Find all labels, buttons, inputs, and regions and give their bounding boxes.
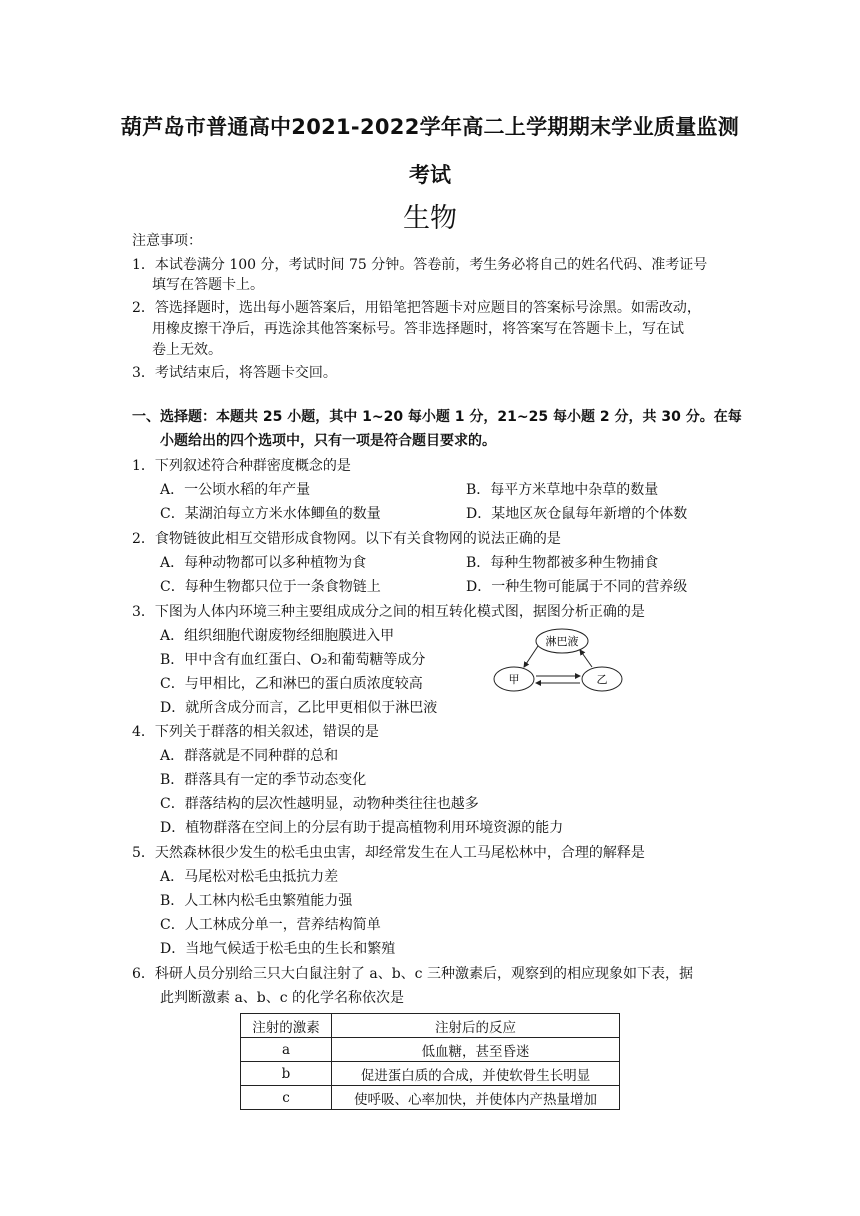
yi-label: 乙 [596,673,608,686]
q3-option-c: C．与甲相比，乙和淋巴的蛋白质浓度较高 [160,676,423,692]
q1-option-d: D．某地区灰仓鼠每年新增的个体数 [466,506,688,522]
table-cell: a [241,1038,332,1062]
q2-option-b: B．每种生物都被多种生物捕食 [466,555,659,571]
section-heading-cont: 小题给出的四个选项中，只有一项是符合题目要求的。 [160,433,496,449]
table-row [241,1086,620,1110]
jia-label: 甲 [508,673,520,686]
q4-option-d: D．植物群落在空间上的分层有助于提高植物利用环境资源的能力 [160,820,564,836]
table-row [241,1038,620,1062]
table-cell: 使呼吸、心率加快，并使体内产热量增加 [332,1086,620,1110]
q5-option-b: B．人工林内松毛虫繁殖能力强 [160,893,353,909]
q2-option-a: A．每种动物都可以多种植物为食 [160,555,367,571]
q4-option-a: A．群落就是不同种群的总和 [160,748,339,764]
question-5-stem: 5．天然森林很少发生的松毛虫虫害，却经常发生在人工马尾松林中，合理的解释是 [132,845,645,861]
note-2-cont2: 卷上无效。 [152,342,222,358]
q5-option-a: A．马尾松对松毛虫抵抗力差 [160,869,339,885]
q1-option-a: A．一公顷水稻的年产量 [160,482,311,498]
hormone-table [240,1013,620,1110]
lymph-label: 淋巴液 [545,635,579,648]
section-heading: 一、选择题：本题共 25 小题，其中 1~20 每小题 1 分，21~25 每小题 2 分，共 30 分。在每 [132,409,742,425]
question-3-stem: 3．下图为人体内环境三种主要组成成分之间的相互转化模式图，据图分析正确的是 [132,604,645,620]
arrow-yi-to-lymph [580,650,592,667]
exam-title: 葫芦岛市普通高中2021-2022学年高二上学期期末学业质量监测 [120,115,740,139]
q5-option-d: D．当地气候适于松毛虫的生长和繁殖 [160,941,396,957]
body-fluid-diagram [492,624,632,696]
table-header: 注射后的反应 [332,1014,620,1038]
q3-option-b: B．甲中含有血红蛋白、O₂和葡萄糖等成分 [160,652,426,668]
notes-heading: 注意事项： [132,233,202,249]
q4-option-c: C．群落结构的层次性越明显，动物种类往往也越多 [160,796,479,812]
table-cell: 促进蛋白质的合成，并使软骨生长明显 [332,1062,620,1086]
q2-option-c: C．每种生物都只位于一条食物链上 [160,579,381,595]
q1-option-c: C．某湖泊每立方米水体鲫鱼的数量 [160,506,381,522]
note-3: 3．考试结束后，将答题卡交回。 [132,365,337,381]
exam-title-continued: 考试 [409,163,451,187]
table-cell: c [241,1086,332,1110]
note-2: 2．答选择题时，选出每小题答案后，用铅笔把答题卡对应题目的答案标号涂黑。如需改动， [132,300,701,316]
q2-option-d: D．一种生物可能属于不同的营养级 [466,579,688,595]
q1-option-b: B．每平方米草地中杂草的数量 [466,482,659,498]
table-cell: b [241,1062,332,1086]
question-6-stem: 6．科研人员分别给三只大白鼠注射了 a、b、c 三种激素后，观察到的相应现象如下表，据 [132,966,693,982]
note-1-cont: 填写在答题卡上。 [152,277,264,293]
table-header: 注射的激素 [241,1014,332,1038]
note-1: 1．本试卷满分 100 分，考试时间 75 分钟。答卷前，考生务必将自己的姓名代码、准考证号 [132,257,708,273]
table-cell: 低血糖，甚至昏迷 [332,1038,620,1062]
table-header-row [241,1014,620,1038]
question-6-stem-cont: 此判断激素 a、b、c 的化学名称依次是 [160,990,405,1006]
arrow-lymph-to-jia [524,646,538,667]
q3-option-d: D．就所含成分而言，乙比甲更相似于淋巴液 [160,700,438,716]
note-2-cont: 用橡皮擦干净后，再选涂其他答案标号。答非选择题时，将答案写在答题卡上，写在试 [152,321,684,337]
q4-option-b: B．群落具有一定的季节动态变化 [160,772,367,788]
question-1-stem: 1．下列叙述符合种群密度概念的是 [132,458,351,474]
question-4-stem: 4．下列关于群落的相关叙述，错误的是 [132,724,379,740]
q5-option-c: C．人工林成分单一，营养结构简单 [160,917,381,933]
table-row [241,1062,620,1086]
q3-option-a: A．组织细胞代谢废物经细胞膜进入甲 [160,628,395,644]
subject-title: 生物 [403,203,457,234]
question-2-stem: 2．食物链彼此相互交错形成食物网。以下有关食物网的说法正确的是 [132,531,561,547]
